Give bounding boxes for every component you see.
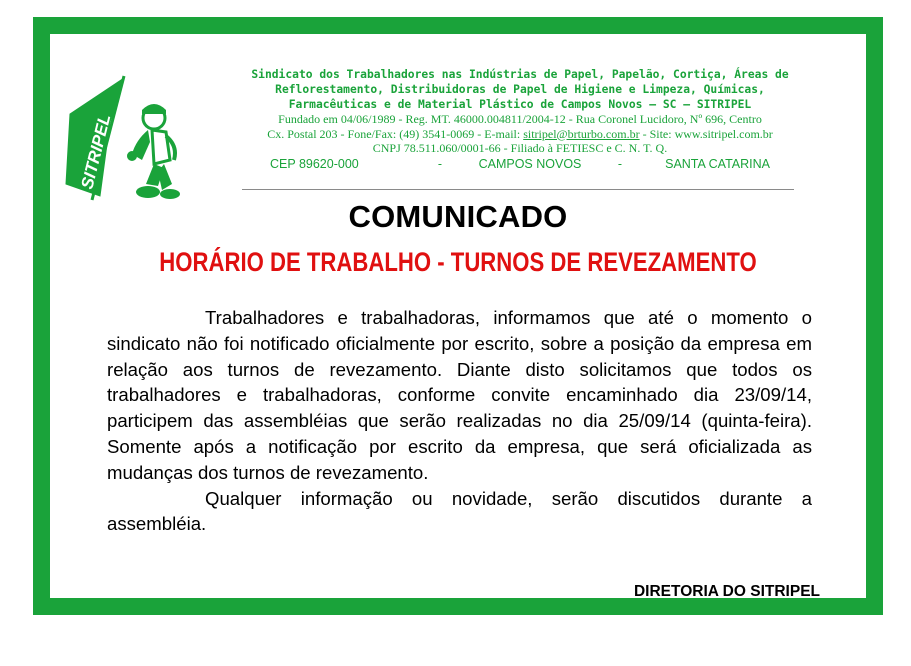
separator: - <box>617 156 623 171</box>
address-line <box>200 156 840 172</box>
notice-body <box>107 305 812 537</box>
cnpj-info: CNPJ 78.511.060/0001-66 - Filiado à FETIESC e C. N. T. Q. <box>372 141 668 155</box>
cep: CEP 89620-000 <box>270 156 359 171</box>
separator: - <box>437 156 443 171</box>
founding-info: Fundado em 04/06/1989 - Reg. MT. 46000.004811/2004-12 - Rua Coronel Lucidoro, Nº 696, Centro <box>278 112 762 126</box>
body-paragraph-1: Trabalhadores e trabalhadoras, informamos que até o momento o sindicato não foi notificado oficialmente por escrito, sobre a posição da empresa em relação aos turnos de revezamento. Diante disto solicitamos que todos os trabalhadores e trabalhadoras, conforme convite encaminhado dia 23/09/14, participem das assembléias que serão realizadas no dia 25/09/14 (quinta-feira). Somente após a notificação por escrito da empresa, que será oficializada as mudanças dos turnos de revezamento. <box>107 307 812 483</box>
notice-sheet <box>50 34 866 598</box>
green-border-frame <box>33 17 883 615</box>
contact-prefix: Cx. Postal 203 - Fone/Fax: (49) 3541-0069 - E-mail: <box>267 126 524 141</box>
signature: DIRETORIA DO SITRIPEL <box>633 583 820 600</box>
org-name-line-3: Farmacêuticas e de Material Plástico de Campos Novos – SC – SITRIPEL <box>288 98 752 111</box>
page-title: COMUNICADO <box>348 199 568 234</box>
org-name-line-2: Reflorestamento, Distribuidoras de Papel de Higiene e Limpeza, Químicas, <box>275 83 765 96</box>
letterhead-divider <box>242 189 794 190</box>
org-name-line-1: Sindicato dos Trabalhadores nas Indústrias de Papel, Papelão, Cortiça, Áreas de <box>251 68 789 81</box>
logo-text: SITRIPEL <box>77 112 115 191</box>
contact-suffix: - Site: www.sitripel.com.br <box>639 126 773 141</box>
body-paragraph-2: Qualquer informação ou novidade, serão discutidos durante a assembléia. <box>107 487 812 535</box>
state: SANTA CATARINA <box>665 156 770 171</box>
sitripel-logo <box>62 72 180 204</box>
page-subtitle: HORÁRIO DE TRABALHO - TURNOS DE REVEZAMENTO <box>159 247 757 277</box>
email-link[interactable]: sitripel@brturbo.com.br <box>523 126 640 141</box>
city: CAMPOS NOVOS <box>478 156 582 171</box>
letterhead <box>200 67 840 172</box>
contact-info <box>200 127 840 142</box>
